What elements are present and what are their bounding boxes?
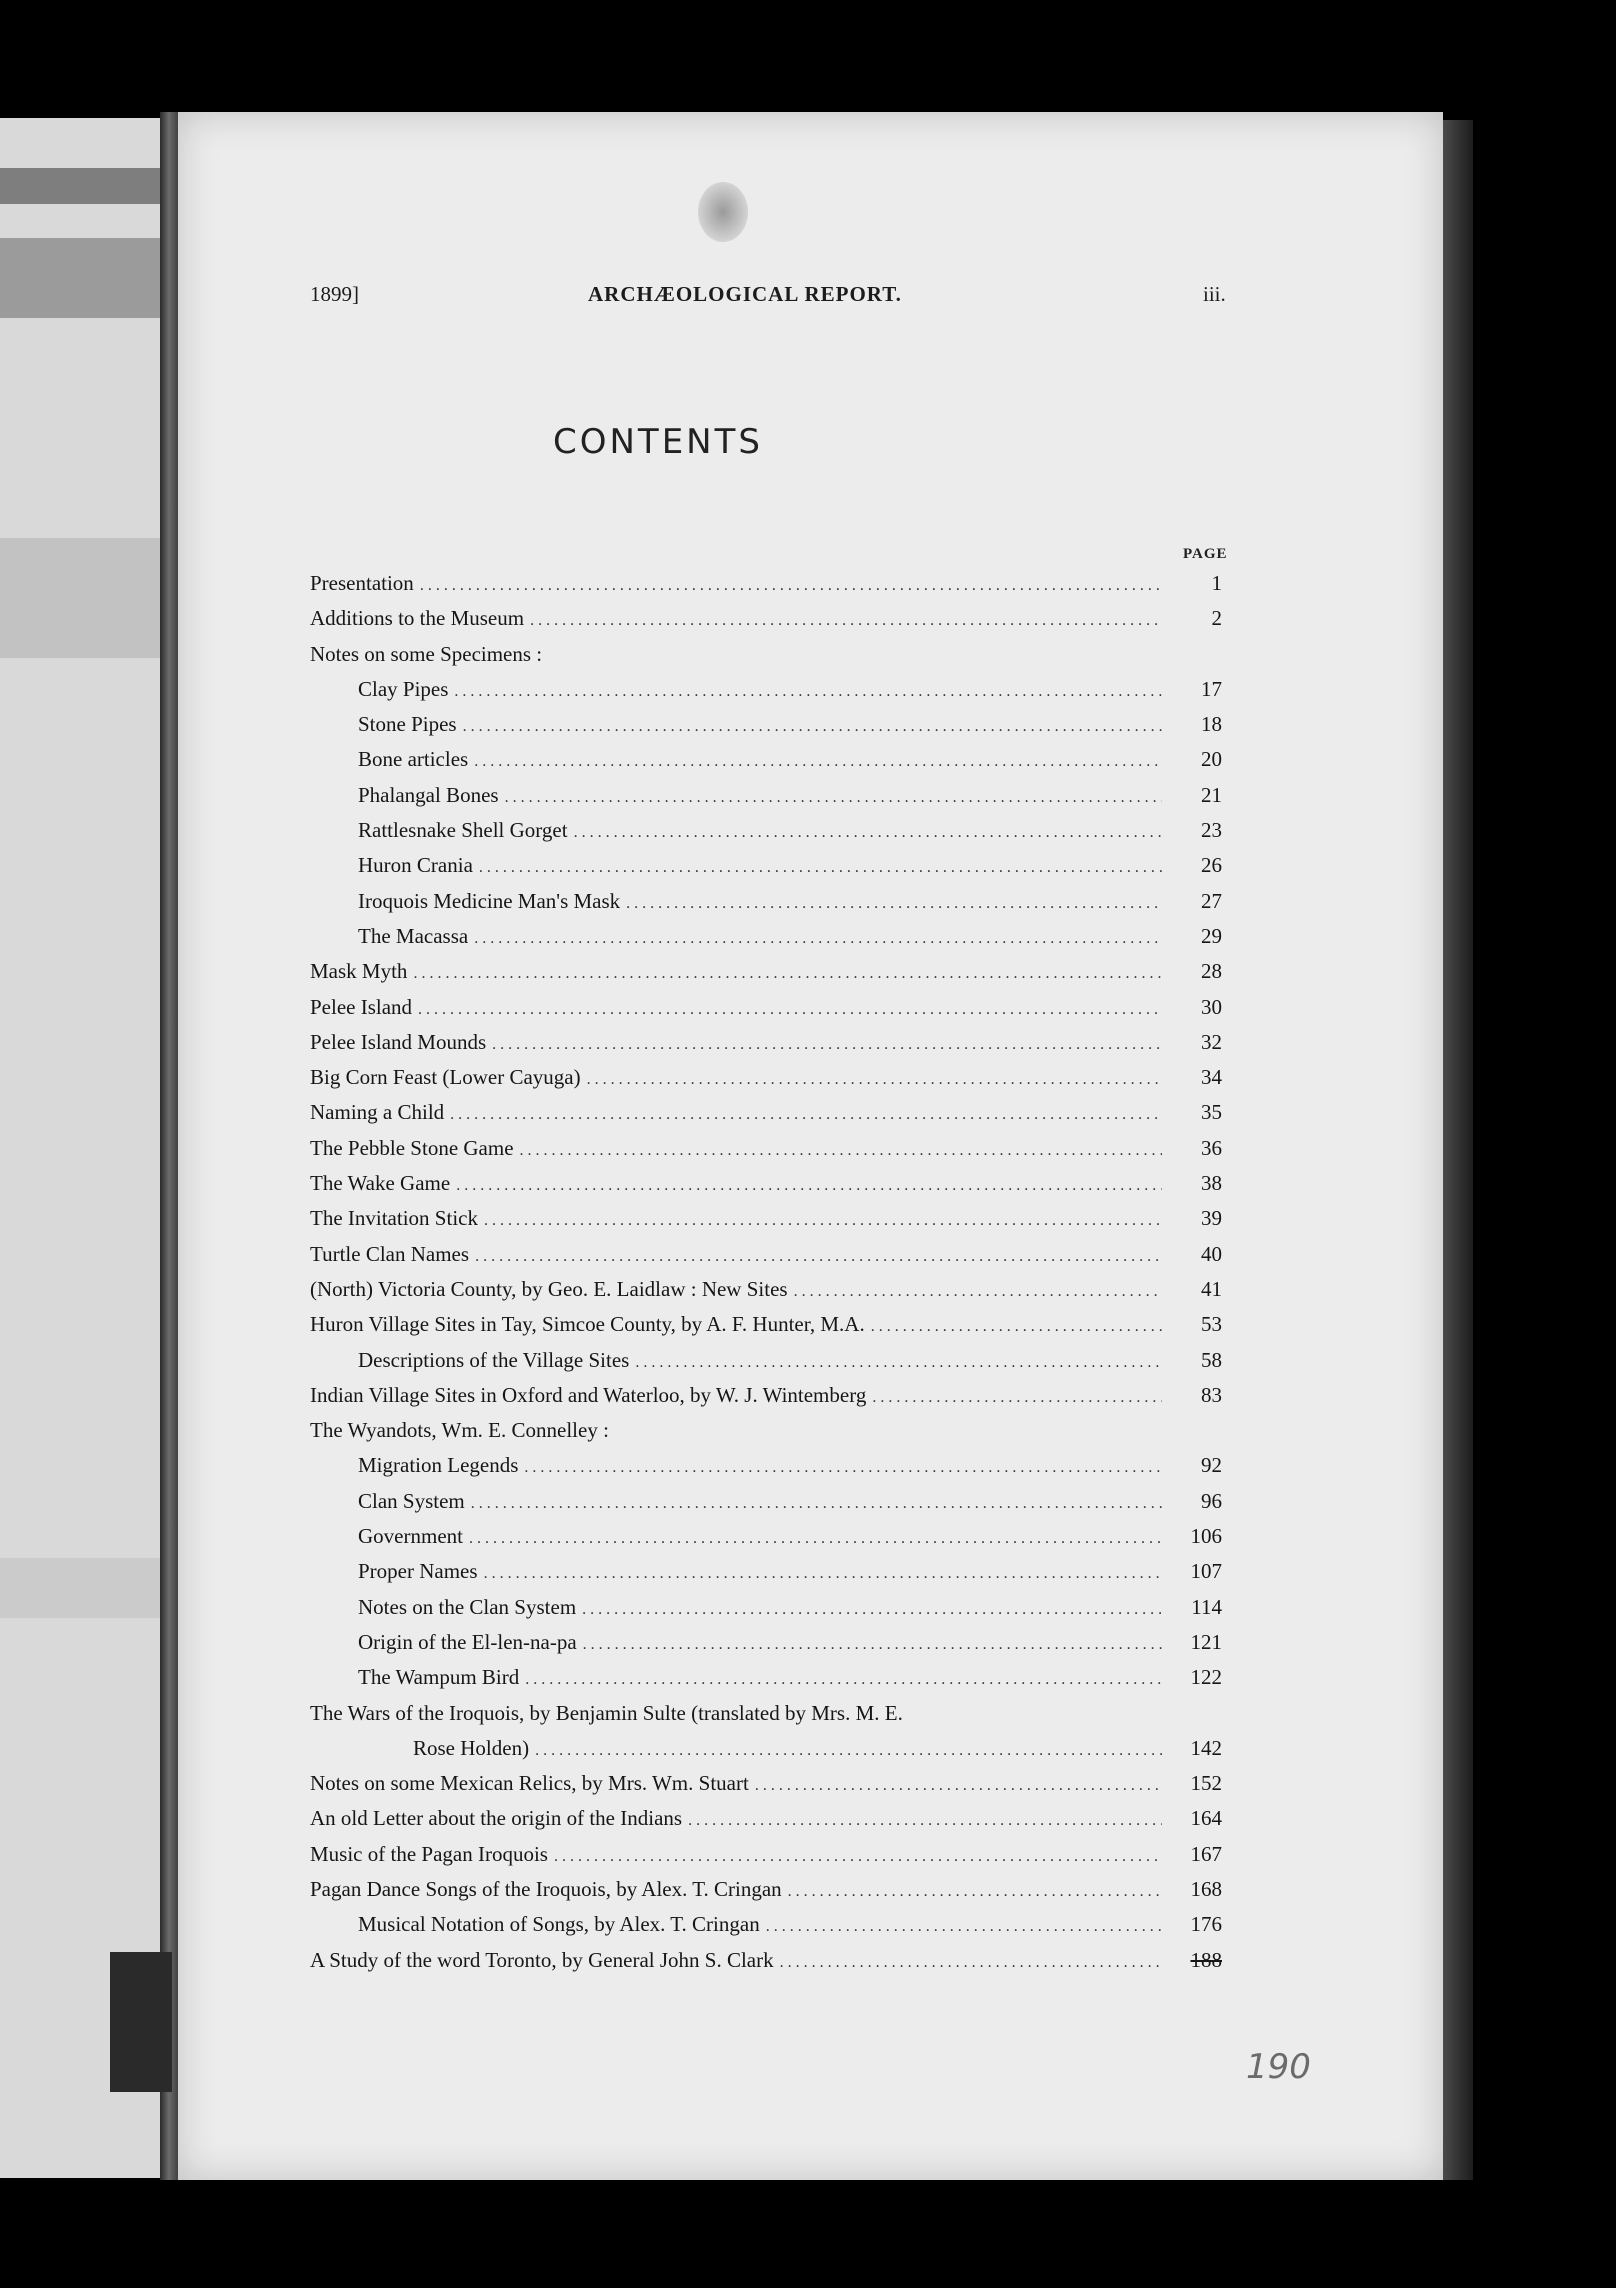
- dot-leader: [469, 1521, 1162, 1556]
- toc-entry-page: 83: [1201, 1382, 1222, 1407]
- dot-leader: [471, 1486, 1162, 1521]
- toc-entry-title: Notes on the Clan System: [358, 1594, 577, 1619]
- facing-page-shadow: [0, 1558, 160, 1618]
- toc-entry: [310, 707, 1222, 742]
- toc-entry-page: 30: [1201, 994, 1222, 1019]
- contents-page: [178, 112, 1443, 2180]
- toc-entry-page: 164: [1190, 1806, 1222, 1831]
- dot-leader: [418, 992, 1162, 1027]
- toc-entry-page: 107: [1190, 1559, 1222, 1584]
- dot-leader: [456, 1168, 1162, 1203]
- toc-entry-page: 122: [1190, 1665, 1222, 1690]
- toc-entry-page: 39: [1201, 1206, 1222, 1231]
- toc-entry-page: 21: [1201, 782, 1222, 807]
- toc-entry-page: 29: [1201, 923, 1222, 948]
- dot-leader: [788, 1874, 1162, 1909]
- toc-entry-title: Origin of the El-len-na-pa: [358, 1629, 577, 1654]
- dot-leader: [474, 921, 1162, 956]
- header-title: ARCHÆOLOGICAL REPORT.: [588, 282, 902, 306]
- toc-entry-page: 92: [1201, 1453, 1222, 1478]
- toc-entry-title: Turtle Clan Names: [310, 1241, 470, 1266]
- dot-leader: [492, 1027, 1162, 1062]
- facing-page-shadow: [0, 168, 160, 204]
- ink-stain: [698, 182, 748, 242]
- toc-section-heading: [310, 1413, 1222, 1448]
- toc-entry: [310, 1201, 1222, 1236]
- dot-leader: [554, 1839, 1162, 1874]
- toc-entry-page: 36: [1201, 1135, 1222, 1160]
- toc-entry-page: 34: [1201, 1065, 1222, 1090]
- toc-entry-title: A Study of the word Toronto, by General John S. Clark: [310, 1947, 774, 1972]
- toc-entry-title: The Pebble Stone Game: [310, 1135, 514, 1160]
- toc-entry-page: 1: [1211, 571, 1222, 595]
- toc-entry-title: The Wyandots, Wm. E. Connelley :: [310, 1418, 609, 1443]
- dot-leader: [688, 1803, 1162, 1838]
- toc-entry-page: 38: [1201, 1171, 1222, 1196]
- toc-entry: [310, 1907, 1222, 1942]
- table-of-contents: [310, 566, 1222, 1978]
- scan-clip: [110, 1952, 172, 2092]
- dot-leader: [479, 850, 1162, 885]
- dot-leader: [582, 1592, 1162, 1627]
- toc-entry: [310, 1237, 1222, 1272]
- toc-entry: [310, 1731, 1222, 1766]
- toc-entry-title: Additions to the Museum: [310, 606, 525, 631]
- toc-entry-page: 28: [1201, 959, 1222, 984]
- dot-leader: [450, 1097, 1162, 1132]
- toc-entry-page: 58: [1201, 1347, 1222, 1372]
- toc-entry-page: 188: [1190, 1947, 1222, 1972]
- toc-entry: [310, 1378, 1222, 1413]
- toc-entry: [310, 566, 1222, 601]
- toc-entry-title: Proper Names: [358, 1559, 478, 1584]
- dot-leader: [535, 1733, 1162, 1768]
- dot-leader: [520, 1133, 1162, 1168]
- dot-leader: [505, 780, 1162, 815]
- toc-entry-title: Big Corn Feast (Lower Cayuga): [310, 1065, 581, 1090]
- toc-entry: [310, 1307, 1222, 1342]
- toc-entry-page: 26: [1201, 853, 1222, 878]
- toc-entry-title: An old Letter about the origin of the Indians: [310, 1806, 683, 1831]
- toc-entry-title: Rose Holden): [413, 1735, 530, 1760]
- dot-leader: [587, 1062, 1162, 1097]
- toc-entry-title: Descriptions of the Village Sites: [358, 1347, 630, 1372]
- toc-entry-title: Mask Myth: [310, 959, 408, 984]
- toc-entry-title: Phalangal Bones: [358, 782, 499, 807]
- dot-leader: [755, 1768, 1162, 1803]
- toc-entry-page: 2: [1211, 606, 1222, 631]
- toc-entry-title: Government: [358, 1524, 463, 1549]
- toc-entry-title: Pagan Dance Songs of the Iroquois, by Alex. T. Cringan: [310, 1876, 782, 1901]
- dot-leader: [872, 1380, 1162, 1415]
- toc-entry: [310, 1554, 1222, 1589]
- toc-entry: [310, 778, 1222, 813]
- dot-leader: [871, 1309, 1162, 1344]
- toc-entry: [310, 1943, 1222, 1978]
- dot-leader: [766, 1909, 1162, 1944]
- dot-leader: [484, 1203, 1162, 1238]
- toc-entry-page: 18: [1201, 712, 1222, 737]
- header-page-number: iii.: [1203, 282, 1226, 306]
- contents-title: CONTENTS: [553, 422, 763, 462]
- toc-entry: [310, 1484, 1222, 1519]
- dot-leader: [530, 603, 1162, 638]
- toc-entry-page: 121: [1190, 1629, 1222, 1654]
- dot-leader: [474, 744, 1162, 779]
- dot-leader: [420, 568, 1162, 603]
- toc-entry: [310, 848, 1222, 883]
- dot-leader: [626, 886, 1162, 921]
- dot-leader: [413, 956, 1162, 991]
- toc-entry: [310, 1590, 1222, 1625]
- toc-entry-title: Notes on some Mexican Relics, by Mrs. Wm. Stuart: [310, 1771, 749, 1796]
- book-cover-edge: [1443, 120, 1473, 2180]
- toc-entry-continued: [310, 1696, 1222, 1731]
- toc-entry-page: 106: [1190, 1524, 1222, 1549]
- toc-entry: [310, 954, 1222, 989]
- toc-entry: [310, 1095, 1222, 1130]
- toc-entry: [310, 990, 1222, 1025]
- dot-leader: [574, 815, 1162, 850]
- toc-entry-page: 20: [1201, 747, 1222, 772]
- running-header: [178, 270, 1443, 310]
- toc-entry-title: Naming a Child: [310, 1100, 445, 1125]
- toc-entry: [310, 1625, 1222, 1660]
- toc-entry-title: Migration Legends: [358, 1453, 519, 1478]
- toc-entry: [310, 919, 1222, 954]
- toc-entry: [310, 1872, 1222, 1907]
- toc-entry: [310, 1060, 1222, 1095]
- toc-entry: [310, 1131, 1222, 1166]
- toc-entry-page: 32: [1201, 1029, 1222, 1054]
- toc-entry: [310, 601, 1222, 636]
- toc-entry-title: The Wake Game: [310, 1171, 451, 1196]
- facing-page-shadow: [0, 238, 160, 318]
- dot-leader: [524, 1450, 1162, 1485]
- toc-entry-title: Huron Village Sites in Tay, Simcoe County, by A. F. Hunter, M.A.: [310, 1312, 865, 1337]
- toc-entry-title: Presentation: [310, 571, 414, 595]
- toc-entry-page: 40: [1201, 1241, 1222, 1266]
- toc-entry-page: 142: [1190, 1735, 1222, 1760]
- toc-entry-page: 114: [1191, 1594, 1222, 1619]
- toc-entry: [310, 1166, 1222, 1201]
- dot-leader: [583, 1627, 1162, 1662]
- toc-entry-page: 96: [1201, 1488, 1222, 1513]
- toc-entry-title: Bone articles: [358, 747, 469, 772]
- toc-entry: [310, 813, 1222, 848]
- dot-leader: [463, 709, 1162, 744]
- toc-entry-page: 23: [1201, 818, 1222, 843]
- toc-entry: [310, 1025, 1222, 1060]
- toc-entry: [310, 1343, 1222, 1378]
- toc-entry-page: 41: [1201, 1276, 1222, 1301]
- toc-entry-page: 35: [1201, 1100, 1222, 1125]
- toc-entry-title: The Invitation Stick: [310, 1206, 478, 1231]
- dot-leader: [475, 1239, 1162, 1274]
- toc-entry-title: The Macassa: [358, 923, 469, 948]
- toc-entry-title: Rattlesnake Shell Gorget: [358, 818, 568, 843]
- toc-entry: [310, 672, 1222, 707]
- dot-leader: [635, 1345, 1162, 1380]
- toc-entry-page: 17: [1201, 676, 1222, 701]
- header-year: 1899]: [310, 282, 359, 306]
- handwritten-page-correction: 190: [1246, 2047, 1311, 2087]
- toc-entry-title: The Wampum Bird: [358, 1665, 520, 1690]
- toc-entry-page: 53: [1201, 1312, 1222, 1337]
- toc-entry-page: 176: [1190, 1912, 1222, 1937]
- toc-entry-title: (North) Victoria County, by Geo. E. Laidlaw : New Sites: [310, 1276, 788, 1301]
- toc-entry: [310, 1519, 1222, 1554]
- toc-entry-title: Pelee Island: [310, 994, 413, 1019]
- toc-entry: [310, 1801, 1222, 1836]
- toc-entry-title: The Wars of the Iroquois, by Benjamin Sulte (translated by Mrs. M. E.: [310, 1700, 903, 1725]
- toc-section-heading: [310, 637, 1222, 672]
- dot-leader: [484, 1556, 1162, 1591]
- dot-leader: [454, 674, 1162, 709]
- dot-leader: [794, 1274, 1162, 1309]
- toc-entry: [310, 1448, 1222, 1483]
- page-column-label: PAGE: [1183, 546, 1228, 562]
- facing-page-shadow: [0, 538, 160, 658]
- toc-entry-page: 152: [1190, 1771, 1222, 1796]
- toc-entry-title: Stone Pipes: [358, 712, 457, 737]
- toc-entry: [310, 1660, 1222, 1695]
- dot-leader: [525, 1662, 1162, 1697]
- facing-page-edge: [0, 118, 168, 2178]
- toc-entry-page: 27: [1201, 888, 1222, 913]
- toc-entry-page: 168: [1190, 1876, 1222, 1901]
- toc-entry: [310, 1766, 1222, 1801]
- toc-entry-page: 167: [1190, 1841, 1222, 1866]
- toc-entry-title: Huron Crania: [358, 853, 473, 878]
- toc-entry-title: Notes on some Specimens :: [310, 641, 543, 666]
- toc-entry-title: Iroquois Medicine Man's Mask: [358, 888, 621, 913]
- toc-entry-title: Musical Notation of Songs, by Alex. T. Cringan: [358, 1912, 760, 1937]
- toc-entry-title: Clan System: [358, 1488, 465, 1513]
- toc-entry: [310, 742, 1222, 777]
- dot-leader: [780, 1945, 1162, 1980]
- toc-entry-title: Pelee Island Mounds: [310, 1029, 487, 1054]
- toc-entry-title: Music of the Pagan Iroquois: [310, 1841, 548, 1866]
- toc-entry-title: Clay Pipes: [358, 676, 449, 701]
- toc-entry: [310, 1837, 1222, 1872]
- toc-entry-title: Indian Village Sites in Oxford and Waterloo, by W. J. Wintemberg: [310, 1382, 867, 1407]
- toc-entry: [310, 1272, 1222, 1307]
- toc-entry: [310, 884, 1222, 919]
